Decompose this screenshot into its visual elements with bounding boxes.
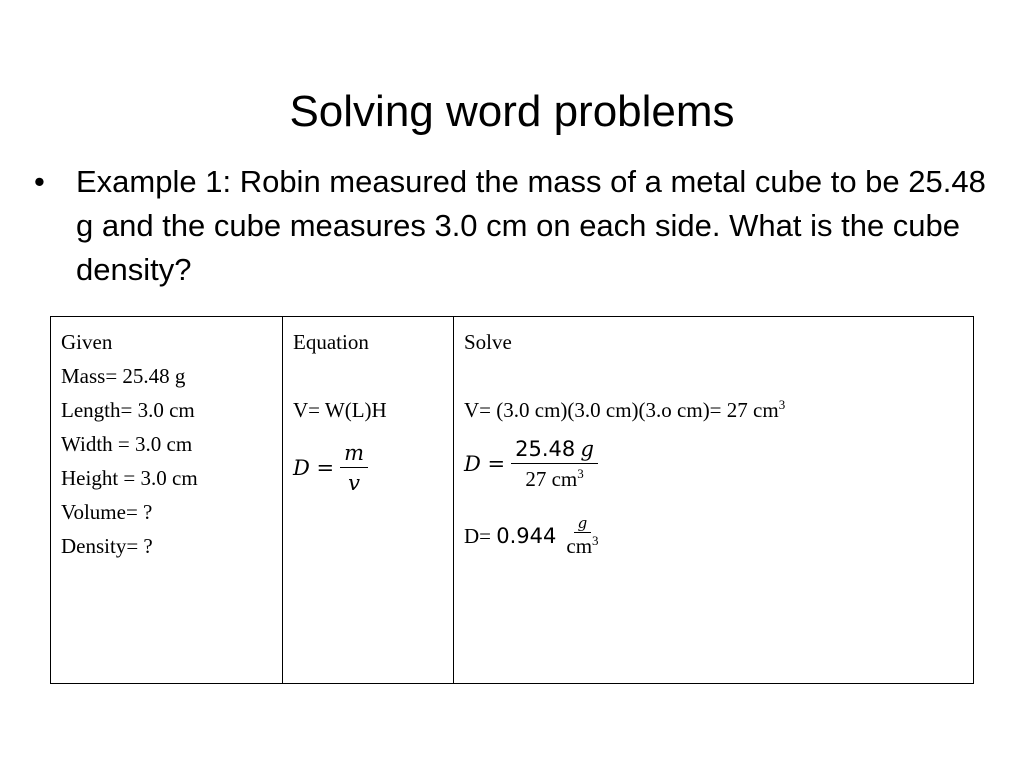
given-width: Width = 3.0 cm xyxy=(61,432,193,456)
density-result xyxy=(464,509,963,563)
given-volume: Volume= ? xyxy=(61,500,153,524)
given-mass: Mass= 25.48 g xyxy=(61,364,186,388)
density-formula-lhs: D = xyxy=(293,456,335,480)
given-header: Given xyxy=(61,330,113,354)
volume-formula: V= W(L)H xyxy=(293,398,387,422)
volume-calc-text: V= (3.0 cm)(3.0 cm)(3.o cm)= 27 cm xyxy=(464,398,779,422)
density-sub-num-value: 25.48 xyxy=(515,436,576,461)
volume-exponent: 3 xyxy=(778,397,786,412)
density-sub-denominator xyxy=(521,464,587,494)
bullet-marker: • xyxy=(34,164,45,199)
solve-column xyxy=(453,317,973,683)
volume-calculation xyxy=(464,393,963,427)
density-sub-num-unit: g xyxy=(580,436,594,461)
equation-header: Equation xyxy=(293,330,369,354)
density-numerator: m xyxy=(340,439,368,468)
example-bullet xyxy=(34,160,1004,292)
density-sub-den-exp: 3 xyxy=(577,465,584,481)
density-sub-lhs: D = xyxy=(464,452,506,476)
result-unit-numerator: g xyxy=(574,514,592,533)
density-sub-numerator xyxy=(511,435,598,464)
density-result-prefix: D= xyxy=(464,524,497,548)
density-formula xyxy=(293,433,443,503)
solve-header: Solve xyxy=(464,330,512,354)
given-height: Height = 3.0 cm xyxy=(61,466,198,490)
density-substitution xyxy=(464,429,963,499)
slide-title: Solving word problems xyxy=(289,87,735,136)
density-sub-den-text: 27 cm xyxy=(525,466,578,491)
result-unit-den-exp: 3 xyxy=(592,532,599,548)
density-result-unit xyxy=(562,514,602,559)
example-text: Example 1: Robin measured the mass of a metal cube to be 25.48 g and the cube measures 3.0 cm on each side. What is the cube density? xyxy=(76,164,986,287)
result-unit-denominator xyxy=(562,533,602,559)
density-denominator: v xyxy=(348,470,360,495)
density-sub-fraction xyxy=(511,435,598,494)
density-result-value: 0.944 xyxy=(496,524,557,548)
equation-column xyxy=(282,317,453,683)
given-density: Density= ? xyxy=(61,534,153,558)
density-fraction xyxy=(340,439,368,498)
given-column xyxy=(51,317,282,683)
given-length: Length= 3.0 cm xyxy=(61,398,195,422)
result-unit-den-text: cm xyxy=(566,533,593,558)
problem-table xyxy=(50,316,974,684)
